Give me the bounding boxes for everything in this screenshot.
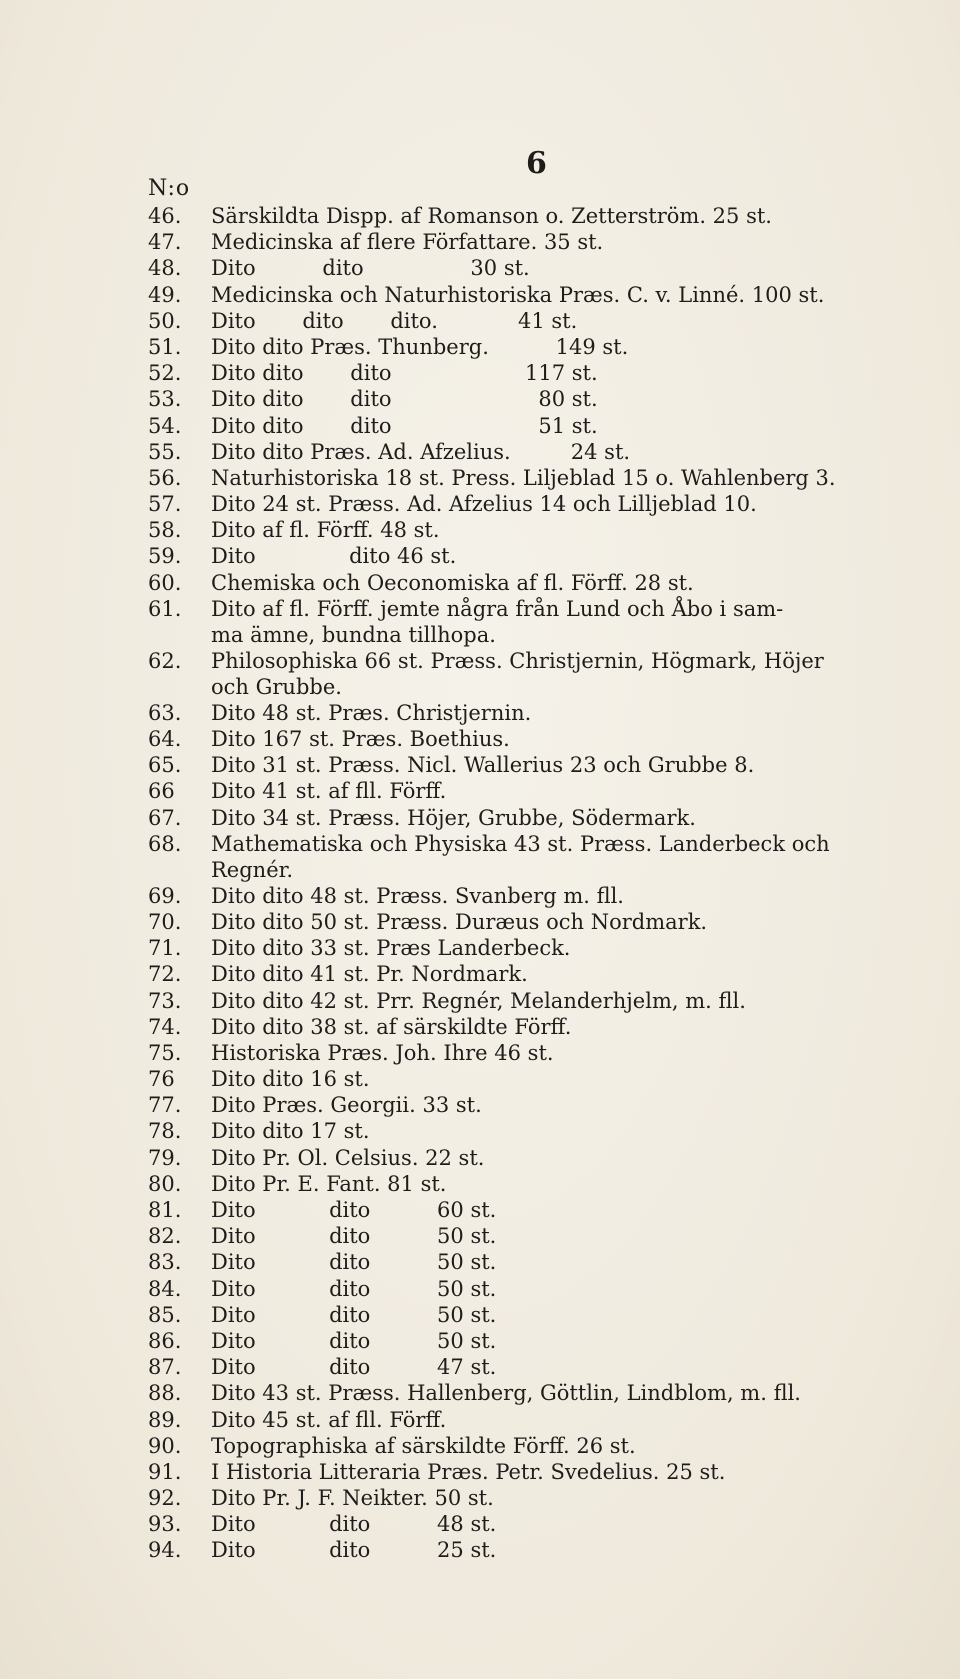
entry-text: Dito 45 st. af fll. Förff.	[211, 1407, 447, 1432]
entry-number: 67.	[148, 805, 182, 830]
entry-text: Naturhistoriska 18 st. Press. Liljeblad 15 o. Wahlenberg 3.	[211, 465, 836, 490]
entry-number: 46.	[148, 204, 182, 228]
catalogue-entry	[148, 203, 938, 229]
entry-number: 70.	[148, 909, 182, 934]
entry-number: 53.	[148, 387, 182, 412]
entry-text: Dito dito 33 st. Præs Landerbeck.	[211, 936, 571, 961]
entry-text: Dito Pr. J. F. Neikter. 50 st.	[211, 1486, 494, 1511]
catalogue-entry	[148, 1511, 938, 1537]
catalogue-entry-list	[148, 203, 938, 1564]
catalogue-entry	[148, 229, 938, 255]
catalogue-entry	[148, 726, 938, 752]
entry-number: 91.	[148, 1459, 182, 1484]
entry-text: Dito Pr. E. Fant. 81 st.	[211, 1171, 447, 1196]
entry-text: Philosophiska 66 st. Præss. Christjernin, Högmark, Höjer och Grubbe.	[211, 648, 824, 699]
entry-number: 76	[148, 1067, 175, 1092]
entry-text: Dito dito Præs. Thunberg. 149 st.	[211, 334, 629, 359]
catalogue-entry	[148, 1537, 938, 1563]
entry-text: Dito 34 st. Præss. Höjer, Grubbe, Södermark.	[211, 805, 696, 830]
catalogue-entry	[148, 883, 938, 909]
catalogue-entry	[148, 1145, 938, 1171]
entry-text: Dito dito 48 st. Præss. Svanberg m. fll.	[211, 883, 624, 908]
entry-number: 74.	[148, 1014, 182, 1039]
catalogue-entry	[148, 805, 938, 831]
catalogue-entry	[148, 1092, 938, 1118]
entry-number: 72.	[148, 962, 182, 987]
entry-number: 62.	[148, 648, 182, 673]
entry-number: 50.	[148, 308, 182, 333]
catalogue-entry	[148, 988, 938, 1014]
entry-text: Dito dito dito 117 st.	[211, 361, 598, 386]
entry-number: 71.	[148, 936, 182, 961]
entry-text: Dito dito 50 st.	[211, 1302, 497, 1327]
catalogue-entry	[148, 752, 938, 778]
entry-number: 94.	[148, 1538, 182, 1563]
entry-text: Dito dito dito. 41 st.	[211, 308, 578, 333]
entry-text: Dito dito dito 51 st.	[211, 413, 598, 438]
entry-text: Dito af fl. Förff. jemte några från Lund och Åbo i sam- ma ämne, bundna tillhopa.	[211, 596, 784, 647]
catalogue-entry	[148, 570, 938, 596]
entry-text: Särskildta Dispp. af Romanson o. Zetterström. 25 st.	[211, 204, 772, 228]
entry-number: 64.	[148, 727, 182, 751]
catalogue-entry	[148, 1354, 938, 1380]
catalogue-entry	[148, 700, 938, 726]
entry-text: Medicinska af flere Författare. 35 st.	[211, 230, 604, 255]
entry-number: 88.	[148, 1381, 182, 1406]
entry-text: Dito dito 50 st. Præss. Duræus och Nordmark.	[211, 909, 708, 934]
catalogue-entry	[148, 1302, 938, 1328]
catalogue-entry	[148, 413, 938, 439]
entry-text: Dito dito 42 st. Prr. Regnér, Melanderhjelm, m. fll.	[211, 988, 746, 1013]
entry-text: Dito Præs. Georgii. 33 st.	[211, 1093, 482, 1118]
entry-number: 69.	[148, 883, 182, 908]
entry-number: 75.	[148, 1040, 182, 1065]
entry-number: 65.	[148, 753, 182, 778]
catalogue-entry	[148, 517, 938, 543]
entry-number: 60.	[148, 570, 182, 595]
catalogue-entry	[148, 360, 938, 386]
entry-number: 80.	[148, 1171, 182, 1196]
catalogue-entry	[148, 255, 938, 281]
entry-number: 48.	[148, 256, 182, 281]
entry-text: Dito 24 st. Præss. Ad. Afzelius 14 och Lilljeblad 10.	[211, 492, 757, 517]
entry-number: 84.	[148, 1276, 182, 1301]
catalogue-entry	[148, 1223, 938, 1249]
catalogue-entry	[148, 935, 938, 961]
catalogue-entry	[148, 334, 938, 360]
entry-number: 63.	[148, 700, 182, 725]
page-number: 6	[526, 146, 547, 181]
entry-text: Mathematiska och Physiska 43 st. Præss. Landerbeck och Regnér.	[211, 831, 830, 882]
entry-text: Historiska Præs. Joh. Ihre 46 st.	[211, 1040, 554, 1065]
catalogue-entry	[148, 1459, 938, 1485]
entry-text: Dito dito 50 st.	[211, 1250, 497, 1275]
catalogue-entry	[148, 1118, 938, 1144]
entry-text: Dito dito 50 st.	[211, 1276, 497, 1301]
entry-number: 89.	[148, 1407, 182, 1432]
entry-number: 49.	[148, 282, 182, 307]
entry-text: Chemiska och Oeconomiska af fl. Förff. 28 st.	[211, 570, 694, 595]
entry-number: 68.	[148, 831, 182, 856]
entry-text: Dito dito 50 st.	[211, 1328, 497, 1353]
catalogue-entry	[148, 1485, 938, 1511]
entry-number: 73.	[148, 988, 182, 1013]
catalogue-entry	[148, 1040, 938, 1066]
entry-number: 58.	[148, 518, 182, 543]
catalogue-entry	[148, 282, 938, 308]
entry-text: Dito dito 16 st.	[211, 1067, 370, 1092]
entry-number: 52.	[148, 361, 182, 386]
entry-number: 93.	[148, 1512, 182, 1537]
entry-text: Dito af fl. Förff. 48 st.	[211, 518, 440, 543]
entry-number: 92.	[148, 1486, 182, 1511]
entry-text: Topographiska af särskildte Förff. 26 st.	[211, 1433, 636, 1458]
entry-number: 57.	[148, 492, 182, 517]
entry-text: Dito dito 30 st.	[211, 256, 530, 281]
entry-text: Dito 43 st. Præss. Hallenberg, Göttlin, Lindblom, m. fll.	[211, 1381, 801, 1406]
entry-text: I Historia Litteraria Præs. Petr. Svedelius. 25 st.	[211, 1459, 726, 1484]
entry-number: 78.	[148, 1119, 182, 1144]
catalogue-entry	[148, 1171, 938, 1197]
catalogue-entry	[148, 1249, 938, 1275]
catalogue-entry	[148, 386, 938, 412]
entry-number: 55.	[148, 439, 182, 464]
entry-text: Dito dito 46 st.	[211, 544, 457, 569]
entry-text: Dito 48 st. Præs. Christjernin.	[211, 700, 532, 725]
catalogue-entry	[148, 1276, 938, 1302]
catalogue-entry	[148, 1066, 938, 1092]
catalogue-entry	[148, 961, 938, 987]
entry-number: 82.	[148, 1224, 182, 1249]
number-column-label: N:o	[148, 176, 191, 201]
catalogue-entry	[148, 596, 938, 648]
entry-text: Dito dito 48 st.	[211, 1512, 497, 1537]
catalogue-entry	[148, 648, 938, 700]
entry-number: 83.	[148, 1250, 182, 1275]
entry-number: 87.	[148, 1355, 182, 1380]
entry-number: 86.	[148, 1328, 182, 1353]
entry-number: 81.	[148, 1198, 182, 1222]
entry-number: 77.	[148, 1093, 182, 1118]
entry-number: 51.	[148, 334, 182, 359]
catalogue-entry	[148, 778, 938, 804]
catalogue-entry	[148, 831, 938, 883]
entry-text: Dito dito 41 st. Pr. Nordmark.	[211, 962, 528, 987]
entry-text: Medicinska och Naturhistoriska Præs. C. v. Linné. 100 st.	[211, 282, 825, 307]
entry-number: 59.	[148, 544, 182, 569]
entry-text: Dito Pr. Ol. Celsius. 22 st.	[211, 1145, 485, 1170]
catalogue-entry	[148, 465, 938, 491]
catalogue-entry	[148, 491, 938, 517]
catalogue-entry	[148, 1433, 938, 1459]
entry-text: Dito dito 17 st.	[211, 1119, 370, 1144]
entry-number: 90.	[148, 1433, 182, 1458]
entry-number: 66	[148, 779, 175, 804]
entry-text: Dito 167 st. Præs. Boethius.	[211, 727, 510, 751]
catalogue-entry	[148, 543, 938, 569]
entry-text: Dito dito 38 st. af särskildte Förff.	[211, 1014, 572, 1039]
entry-number: 54.	[148, 413, 182, 438]
entry-number: 47.	[148, 230, 182, 255]
entry-text: Dito 31 st. Præss. Nicl. Wallerius 23 och Grubbe 8.	[211, 753, 755, 778]
entry-text: Dito 41 st. af fll. Förff.	[211, 779, 447, 804]
catalogue-entry	[148, 1014, 938, 1040]
catalogue-entry	[148, 1407, 938, 1433]
entry-text: Dito dito 60 st.	[211, 1198, 497, 1222]
catalogue-entry	[148, 308, 938, 334]
catalogue-entry	[148, 909, 938, 935]
entry-text: Dito dito Præs. Ad. Afzelius. 24 st.	[211, 439, 631, 464]
entry-number: 61.	[148, 596, 182, 621]
entry-text: Dito dito dito 80 st.	[211, 387, 598, 412]
entry-text: Dito dito 50 st.	[211, 1224, 497, 1249]
entry-number: 85.	[148, 1302, 182, 1327]
entry-text: Dito dito 25 st.	[211, 1538, 497, 1563]
entry-number: 56.	[148, 465, 182, 490]
entry-text: Dito dito 47 st.	[211, 1355, 497, 1380]
catalogue-entry	[148, 1328, 938, 1354]
entry-number: 79.	[148, 1145, 182, 1170]
catalogue-entry	[148, 1380, 938, 1406]
catalogue-entry	[148, 1197, 938, 1223]
catalogue-entry	[148, 439, 938, 465]
